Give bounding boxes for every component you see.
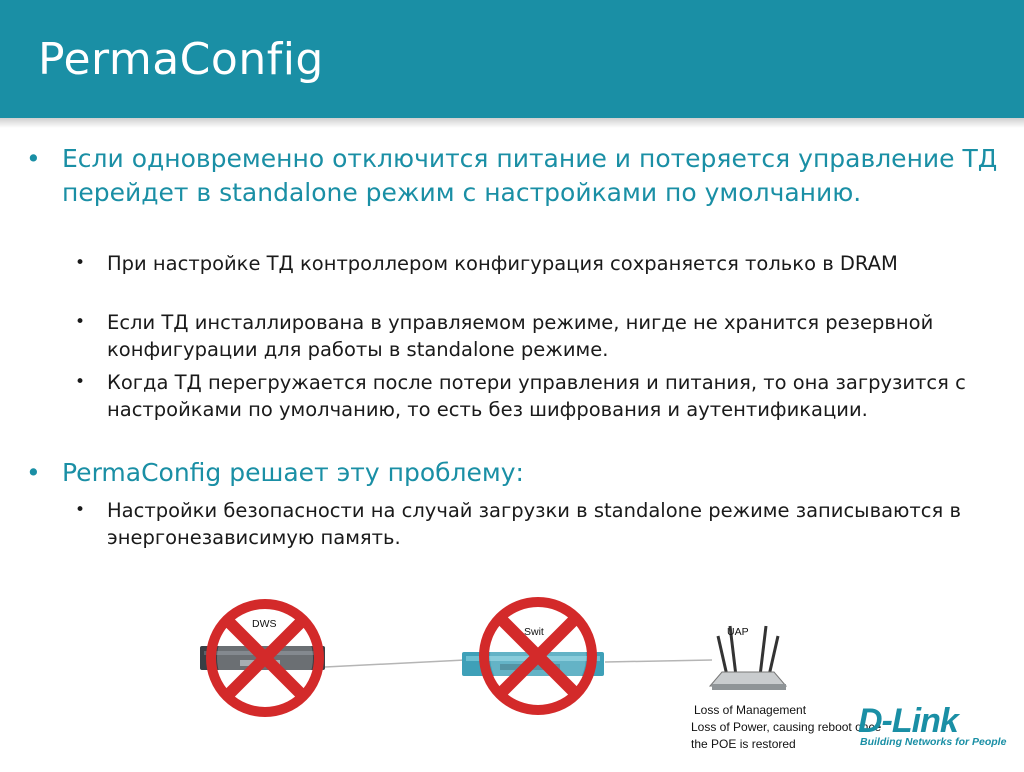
bullet-dot: • xyxy=(26,458,41,487)
sub-bullet-dot: • xyxy=(75,253,86,273)
sub-bullet-2-1 xyxy=(75,497,987,551)
bullet-1 xyxy=(26,142,1012,210)
sub-bullet-2-1-text: Настройки безопасности на случай загрузки в standalone режиме записываются в энергонезависимую память. xyxy=(107,499,961,549)
dlink-logo xyxy=(858,702,1007,754)
slide-title: PermaConfig xyxy=(38,34,324,85)
switch-label: Swit xyxy=(524,626,544,638)
dws-label: DWS xyxy=(252,618,277,630)
sub-bullet-1-1 xyxy=(75,250,987,277)
logo-tagline: Building Networks for People xyxy=(860,736,1007,748)
link-switch-uap xyxy=(605,660,712,662)
sub-bullet-1-3 xyxy=(75,369,987,423)
link-dws-switch xyxy=(325,660,465,667)
sub-bullet-1-2-text: Если ТД инсталлирована в управляемом режиме, нигде не хранится резервной конфигурации для работы в standalone режиме. xyxy=(107,311,934,361)
caption-line-1: Loss of Management xyxy=(694,703,807,717)
uap-label: UAP xyxy=(727,626,749,638)
logo-brand: D-Link xyxy=(858,702,958,740)
bullet-dot: • xyxy=(26,144,41,173)
title-bar-shadow xyxy=(0,118,1024,128)
sub-bullet-1-1-text: При настройке ТД контроллером конфигурация сохраняется только в DRAM xyxy=(107,252,898,275)
sub-bullet-1-2 xyxy=(75,309,987,363)
bullet-1-text: Если одновременно отключится питание и потеряется управление ТД перейдет в standalone режим с настройками по умолчанию. xyxy=(62,144,998,207)
sub-bullet-dot: • xyxy=(75,500,86,520)
bullet-2-text: PermaConfig решает эту проблему: xyxy=(62,458,524,487)
bullet-2 xyxy=(26,456,1012,490)
sub-bullet-dot: • xyxy=(75,312,86,332)
caption-line-2: Loss of Power, causing reboot once xyxy=(691,720,882,734)
switch-prohibited-icon xyxy=(484,602,592,710)
sub-bullet-dot: • xyxy=(75,372,86,392)
sub-bullet-1-3-text: Когда ТД перегружается после потери управления и питания, то она загрузится с настройками по умолчанию, то есть без шифрования и аутентификации. xyxy=(107,371,966,421)
caption-line-3: the POE is restored xyxy=(691,737,796,751)
